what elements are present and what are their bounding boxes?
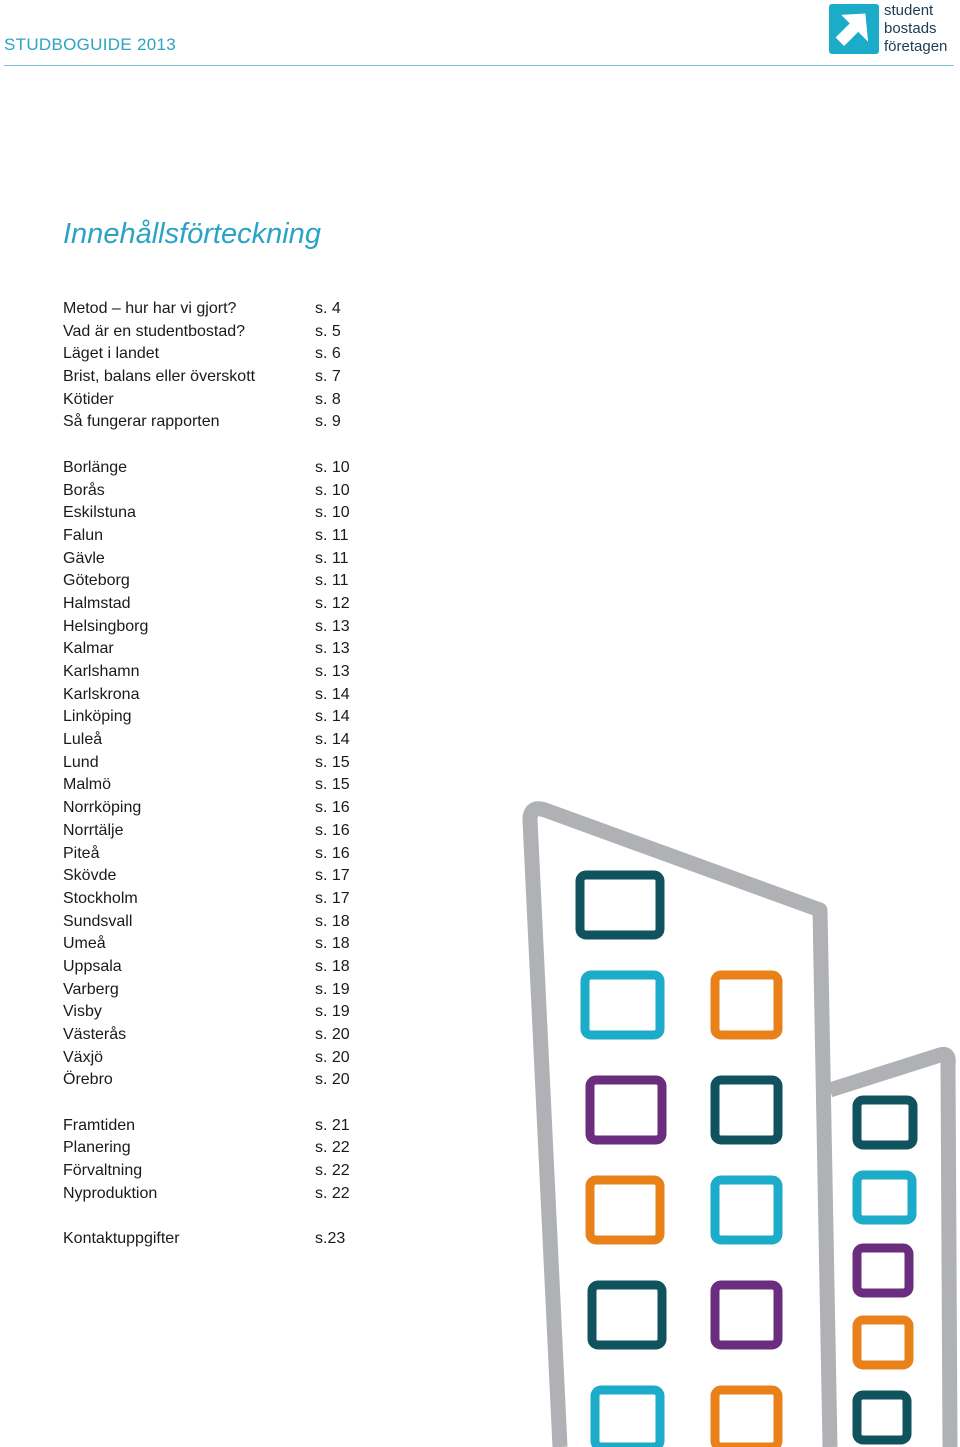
toc-entry-page: s. 14 [315, 685, 350, 703]
toc-entry-page: s. 11 [315, 572, 349, 590]
toc-entry[interactable] [63, 525, 383, 548]
toc-entry-label: Falun [63, 526, 104, 544]
toc-entry[interactable] [63, 548, 383, 571]
toc-entry-label: Luleå [63, 731, 103, 749]
toc-entry[interactable] [63, 616, 383, 639]
toc-entry-page: s. 10 [315, 458, 350, 476]
header-divider [4, 65, 954, 66]
toc-entry[interactable] [63, 389, 383, 412]
toc-entry[interactable] [63, 1115, 383, 1138]
toc-entry-page: s. 21 [315, 1116, 350, 1134]
toc-entry[interactable] [63, 457, 383, 480]
toc-entry-page: s. 22 [315, 1184, 350, 1202]
toc-entry-label: Stockholm [63, 889, 138, 907]
toc-group-spacer [63, 1092, 383, 1115]
toc-entry[interactable] [63, 1024, 383, 1047]
toc-entry-page: s. 7 [315, 368, 341, 386]
toc-entry-label: Vad är en studentbostad? [63, 322, 246, 340]
building-window [715, 1285, 778, 1345]
toc-entry-page: s. 22 [315, 1139, 350, 1157]
toc-entry[interactable] [63, 661, 383, 684]
building-window [857, 1395, 907, 1440]
toc-entry[interactable] [63, 502, 383, 525]
toc-entry-label: Piteå [63, 844, 100, 862]
toc-entry[interactable] [63, 1001, 383, 1024]
building-window [715, 1080, 778, 1140]
toc-entry[interactable] [63, 1047, 383, 1070]
building-window [857, 1100, 913, 1145]
toc-entry[interactable] [63, 729, 383, 752]
toc-entry[interactable] [63, 593, 383, 616]
toc-entry[interactable] [63, 820, 383, 843]
toc-entry-label: Varberg [63, 980, 119, 998]
toc-group-spacer [63, 434, 383, 457]
toc-entry-page: s. 20 [315, 1071, 350, 1089]
toc-entry[interactable] [63, 366, 383, 389]
toc-entry[interactable] [63, 888, 383, 911]
toc-entry-page: s. 16 [315, 821, 350, 839]
building-window [857, 1320, 909, 1365]
toc-entry-label: Läget i landet [63, 345, 160, 363]
toc-entry-label: Växjö [63, 1048, 104, 1066]
toc-entry-page: s. 18 [315, 912, 350, 930]
toc-entry-label: Kontaktuppgifter [63, 1230, 180, 1248]
toc-entry-label: Karlskrona [63, 685, 140, 703]
toc-entry-label: Förvaltning [63, 1162, 143, 1180]
toc-entry[interactable] [63, 933, 383, 956]
toc-entry-label: Gävle [63, 549, 105, 567]
toc-entry-page: s. 8 [315, 390, 341, 408]
toc-entry-page: s. 13 [315, 617, 350, 635]
toc-entry-page: s. 19 [315, 980, 350, 998]
toc-entry-page: s. 14 [315, 708, 350, 726]
toc-entry-label: Linköping [63, 708, 132, 726]
toc-entry-label: Karlshamn [63, 663, 140, 680]
toc-entry-page: s. 14 [315, 731, 350, 749]
toc-entry-label: Så fungerar rapporten [63, 413, 220, 431]
toc-entry[interactable] [63, 343, 383, 366]
toc-entry-page: s. 20 [315, 1048, 350, 1066]
toc-entry-page: s. 13 [315, 640, 350, 658]
toc-entry[interactable] [63, 1183, 383, 1206]
toc-entry-label: Lund [63, 753, 99, 771]
document-title: STUDBOGUIDE 2013 [4, 35, 177, 54]
toc-entry-label: Borlänge [63, 458, 128, 476]
toc-entry-label: Kötider [63, 390, 114, 408]
logo-line: student [884, 2, 934, 19]
building-window [715, 1180, 778, 1240]
toc-entry[interactable] [63, 570, 383, 593]
toc-entry-page: s. 17 [315, 867, 350, 885]
logo [829, 2, 959, 58]
toc-entry-page: s. 20 [315, 1026, 350, 1043]
toc-entry-page: s. 19 [315, 1003, 350, 1021]
toc-entry-label: Kalmar [63, 640, 114, 658]
toc-entry-page: s. 4 [315, 300, 341, 317]
toc-entry[interactable] [63, 752, 383, 775]
toc-entry[interactable] [63, 979, 383, 1002]
toc-entry-page: s. 18 [315, 935, 350, 953]
toc-entry-label: Nyproduktion [63, 1184, 158, 1202]
toc-entry-label: Eskilstuna [63, 504, 136, 522]
building-window [590, 1080, 662, 1140]
toc-entry[interactable] [63, 684, 383, 707]
toc-entry[interactable] [63, 797, 383, 820]
toc-entry[interactable] [63, 911, 383, 934]
toc-entry-page: s. 6 [315, 345, 341, 363]
toc-entry-label: Borås [63, 481, 105, 499]
toc-entry[interactable] [63, 843, 383, 866]
building-window [857, 1248, 909, 1293]
table-of-contents [63, 298, 383, 1251]
toc-entry[interactable] [63, 480, 383, 503]
building-window [592, 1285, 662, 1345]
toc-entry-page: s. 5 [315, 322, 341, 340]
toc-entry[interactable] [63, 1137, 383, 1160]
arrow-logo-icon [829, 4, 879, 54]
logo-wordmark [884, 2, 947, 56]
toc-entry-page: s. 17 [315, 889, 350, 907]
toc-entry-page: s. 12 [315, 594, 350, 612]
toc-entry-label: Örebro [63, 1071, 113, 1089]
toc-entry-label: Uppsala [63, 957, 122, 975]
toc-entry[interactable] [63, 411, 383, 434]
toc-entry-label: Skövde [63, 867, 117, 885]
building-window [585, 975, 660, 1035]
toc-entry-page: s. 16 [315, 799, 350, 817]
toc-entry[interactable] [63, 956, 383, 979]
toc-entry[interactable] [63, 638, 383, 661]
toc-entry-label: Sundsvall [63, 912, 133, 930]
toc-entry-page: s. 15 [315, 753, 350, 771]
toc-entry-page: s. 10 [315, 504, 350, 522]
toc-group-spacer [63, 1206, 383, 1229]
building-window [595, 1390, 660, 1447]
toc-entry[interactable] [63, 298, 383, 321]
toc-entry-label: Halmstad [63, 594, 131, 612]
toc-entry-label: Metod – hur har vi gjort? [63, 300, 237, 317]
building-window [715, 1390, 778, 1447]
logo-line: bostads [884, 20, 937, 37]
building-window [590, 1180, 660, 1240]
toc-entry-page: s. 16 [315, 844, 350, 862]
building-window [580, 875, 660, 935]
toc-entry-label: Västerås [63, 1026, 127, 1043]
toc-entry-page: s. 11 [315, 549, 349, 567]
toc-entry-label: Malmö [63, 776, 112, 794]
toc-entry-label: Umeå [63, 935, 106, 953]
toc-entry-page: s. 22 [315, 1162, 350, 1180]
toc-entry[interactable] [63, 774, 383, 797]
toc-entry-label: Framtiden [63, 1116, 136, 1134]
toc-entry-page: s.23 [315, 1230, 346, 1248]
page-title: Innehållsförteckning [63, 218, 321, 250]
toc-entry-page: s. 9 [315, 413, 341, 431]
toc-entry[interactable] [63, 1228, 383, 1251]
toc-entry-label: Norrköping [63, 799, 142, 817]
toc-entry[interactable] [63, 865, 383, 888]
building-illustration-icon [510, 790, 960, 1447]
toc-entry-page: s. 10 [315, 481, 350, 499]
toc-entry-page: s. 13 [315, 663, 350, 680]
toc-entry[interactable] [63, 1069, 383, 1092]
toc-entry-label: Brist, balans eller överskott [63, 368, 256, 386]
building-window [715, 975, 778, 1035]
toc-entry-page: s. 11 [315, 526, 349, 544]
toc-entry[interactable] [63, 321, 383, 344]
toc-entry-label: Visby [63, 1003, 102, 1021]
building-window [857, 1175, 912, 1220]
toc-entry[interactable] [63, 706, 383, 729]
toc-entry-page: s. 18 [315, 957, 350, 975]
toc-entry-page: s. 15 [315, 776, 350, 794]
toc-entry[interactable] [63, 1160, 383, 1183]
toc-entry-label: Helsingborg [63, 617, 149, 635]
toc-entry-label: Planering [63, 1139, 131, 1157]
toc-entry-label: Norrtälje [63, 821, 124, 839]
toc-entry-label: Göteborg [63, 572, 130, 590]
logo-line: företagen [884, 38, 948, 55]
